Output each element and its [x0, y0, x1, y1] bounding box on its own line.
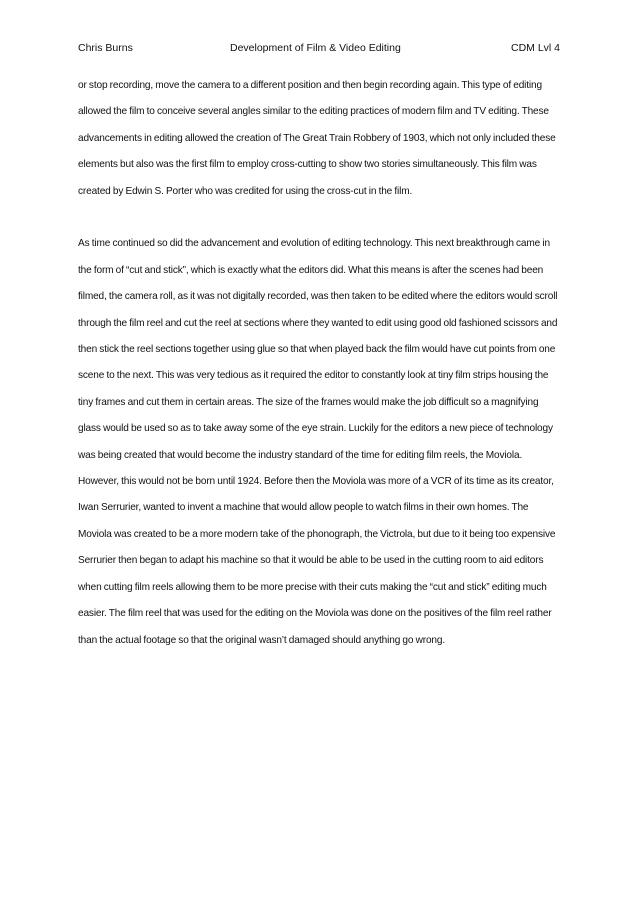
header-level: CDM Lvl 4 — [510, 42, 560, 54]
document-body — [78, 73, 562, 654]
page-header — [78, 41, 560, 55]
header-author: Chris Burns — [78, 42, 133, 54]
paragraph-2: As time continued so did the advancement and evolution of editing technology. This next breakthrough came in the form of “cut and stick”, which is exactly what the editors did. What this means is after the scenes had been filmed, the camera roll, as it was not digitally recorded, was then taken to be edited where the editors would scroll through the film reel and cut the reel at sections where they wanted to edit using good old fashioned scissors and then stick the reel sections together using glue so that when played back the film would have cut points from one scene to the next. This was very tedious as it required the editor to constantly look at tiny film strips housing the tiny frames and cut them in certain areas. The size of the frames would make the job difficult so a magnifying glass would be used so as to take away some of the eye strain. Luckily for the editors a new piece of technology was being created that would become the industry standard of the time for editing film reels, the Moviola. However, this would not be born until 1924. Before then the Moviola was more of a VCR of its time as its creator, Iwan Serrurier, wanted to invent a machine that would allow people to watch films in their own homes. The Moviola was created to be a more modern take of the phonograph, the Victrola, but due to it being too expensive Serrurier then began to adapt his machine so that it would be able to be used in the cutting room to aid editors when cutting film reels allowing them to be more precise with their cuts making the “cut and stick” editing much easier. The film reel that was used for the editing on the Moviola was done on the positives of the film reel rather than the actual footage so that the original wasn’t damaged should anything go wrong. — [78, 238, 558, 646]
paragraph-1: or stop recording, move the camera to a different position and then begin recording again. This type of editing allowed the film to conceive several angles similar to the editing practices of modern film and TV editing. These advancements in editing allowed the creation of The Great Train Robbery of 1903, which not only included these elements but also was the first film to employ cross-cutting to show two stories simultaneously. This film was created by Edwin S. Porter who was credited for using the cross-cut in the film. — [78, 80, 556, 197]
header-title: Development of Film & Video Editing — [230, 42, 401, 54]
